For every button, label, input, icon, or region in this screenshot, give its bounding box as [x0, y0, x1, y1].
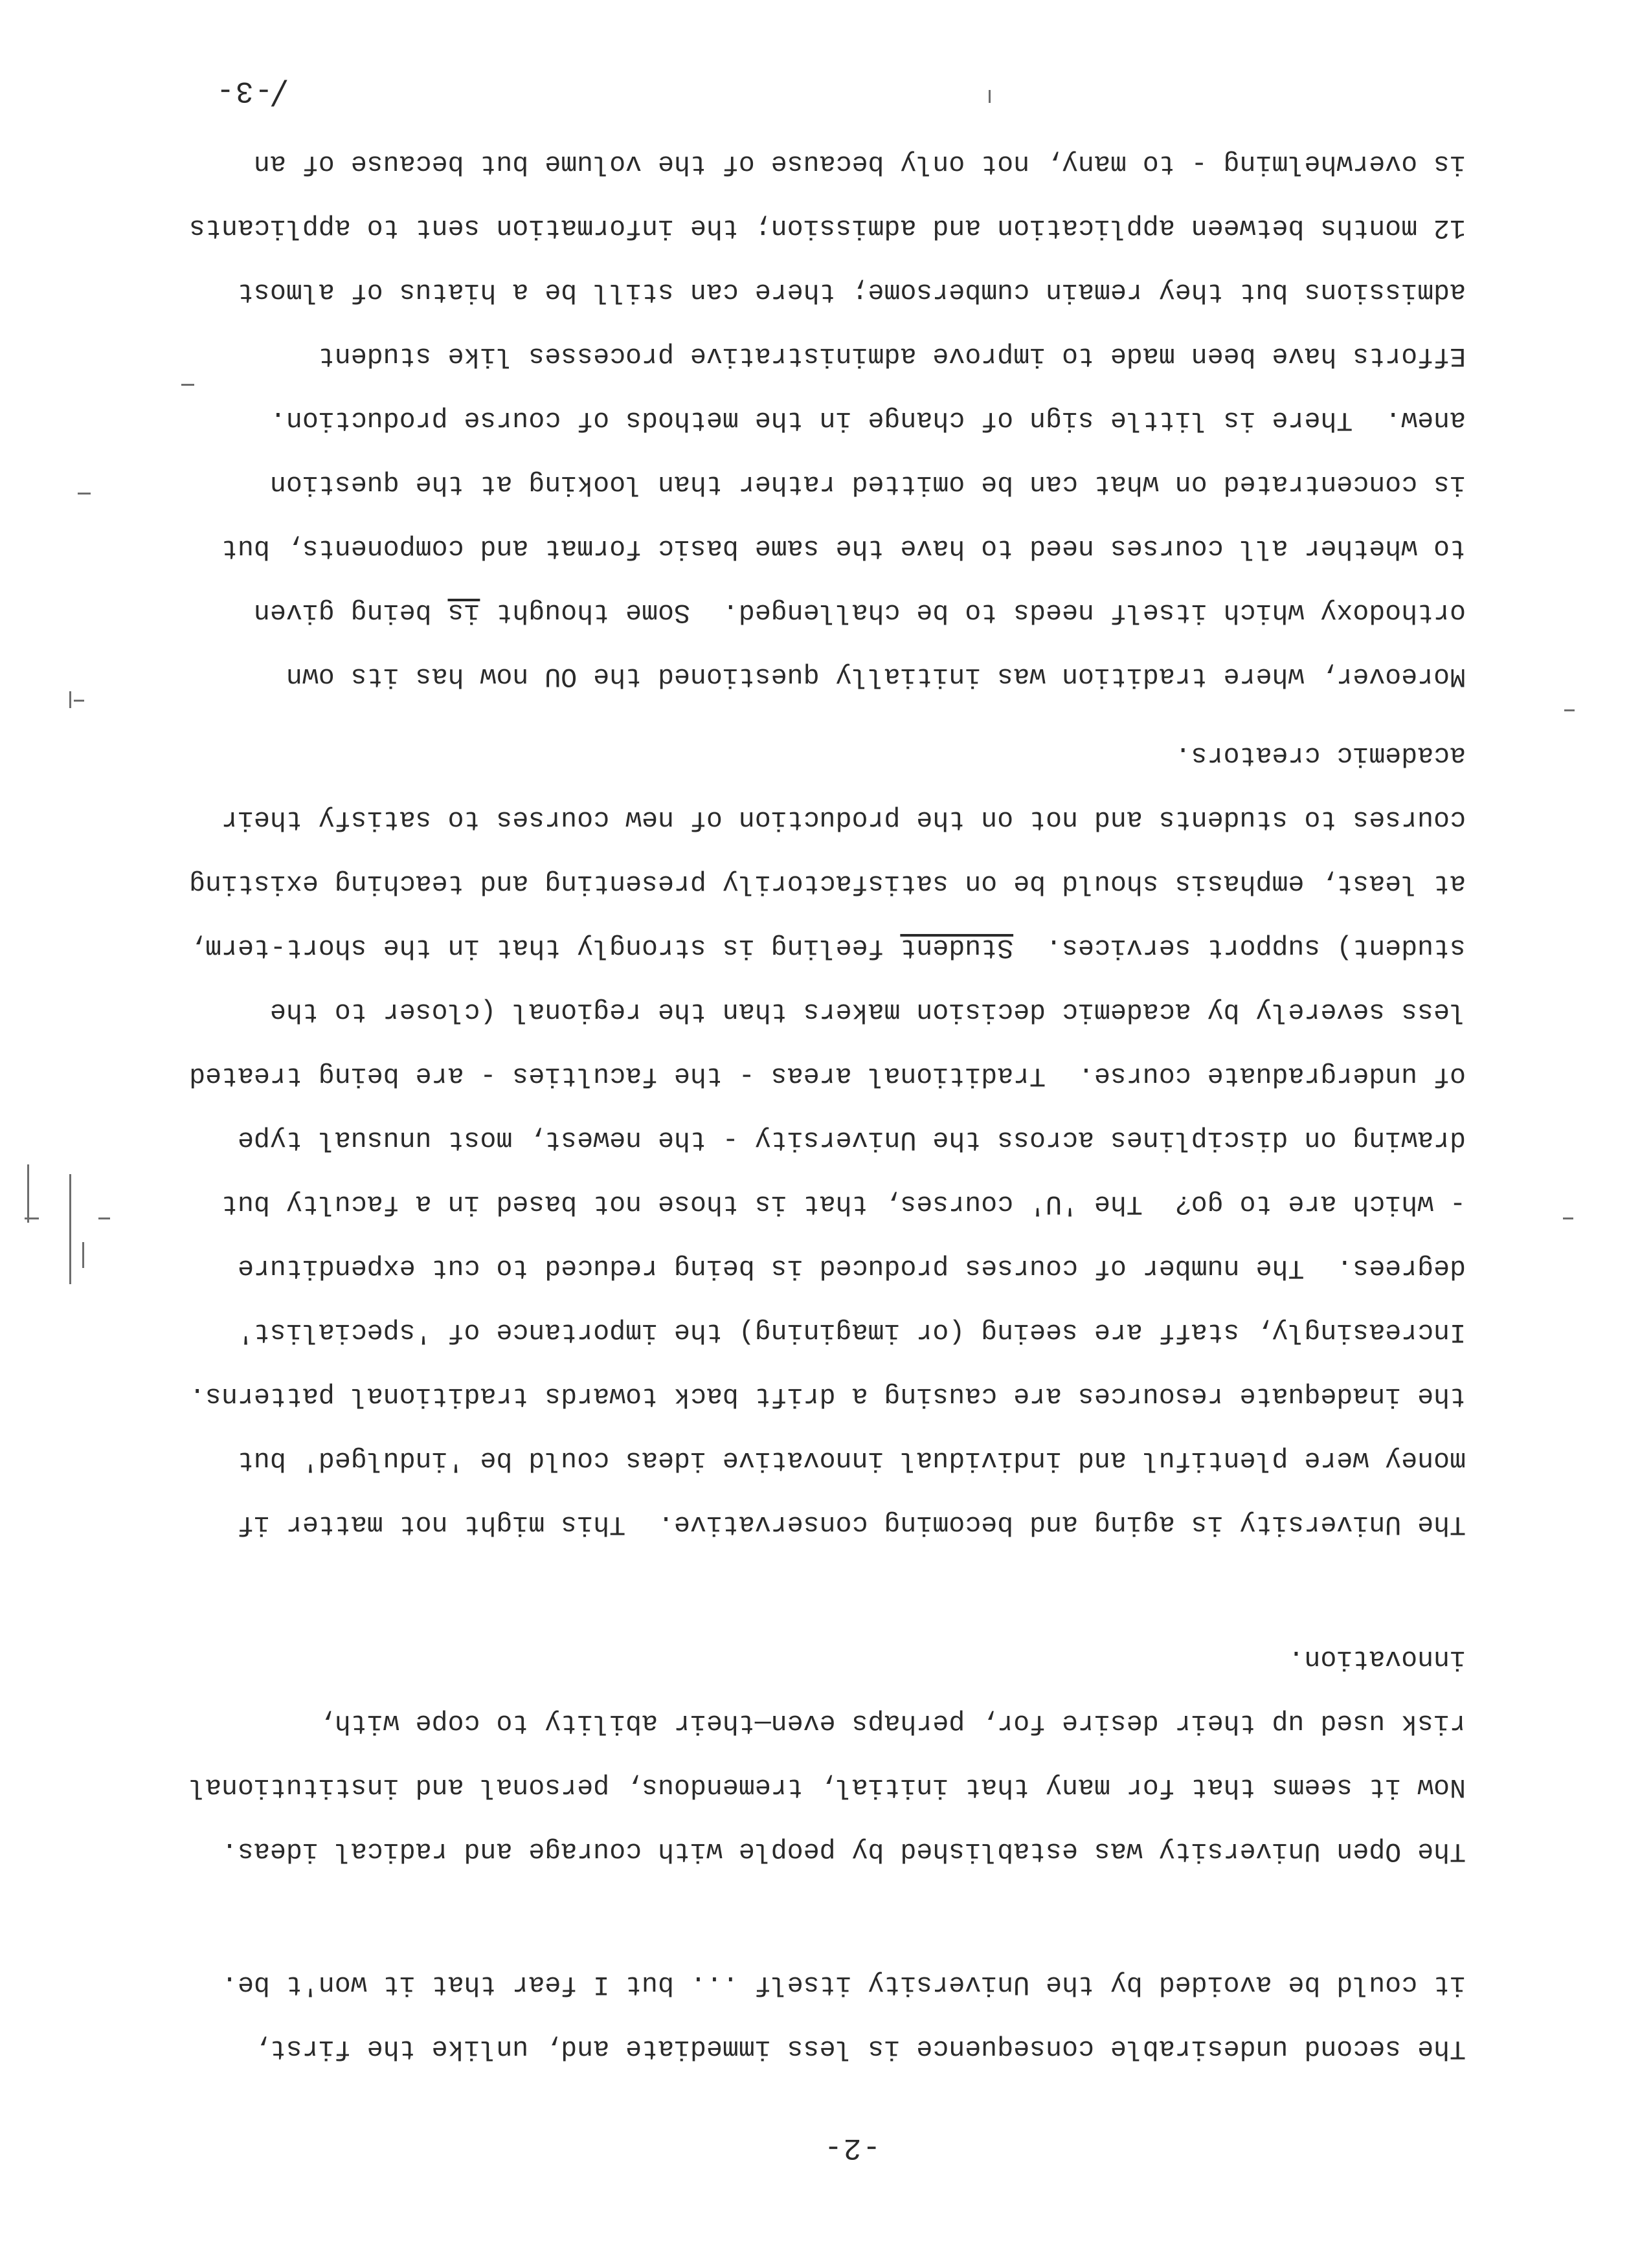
text-line: [74, 915, 1466, 979]
line-text: the inadequate resources are causing a drift back towards traditional patterns.: [189, 1381, 1466, 1411]
line-text: risk used up their desire for, perhaps even—their ability to cope with,: [318, 1707, 1466, 1738]
line-text: is concentrated on what can be omitted rather than looking at the question: [269, 469, 1466, 499]
underlined-text: is: [447, 597, 480, 627]
text-line: [74, 1300, 1466, 1364]
margin-mark: [78, 493, 91, 495]
text-line: [74, 580, 1466, 644]
text-line: [74, 1236, 1466, 1300]
underlined-text: Student: [900, 932, 1014, 962]
line-text: less severely by academic decision makers than the regional (closer to the: [269, 996, 1466, 1027]
line-text: orthodoxy which itself needs to be challenged. Some thought: [480, 597, 1466, 627]
text-line: [74, 1043, 1466, 1107]
text-line: [74, 851, 1466, 915]
line-text: is overwhelming - to many, not only because of the volume but because of an: [253, 148, 1466, 179]
line-text: 12 months between application and admission; the information sent to applicants: [189, 212, 1466, 243]
text-line: [74, 1172, 1466, 1236]
text-line: [74, 787, 1466, 851]
text-line: [74, 1492, 1466, 1556]
line-text: it could be avoided by the University itself ... but I fear that it won't be.: [221, 1969, 1466, 1999]
paragraph-orthodoxy: [74, 131, 1466, 708]
line-text: at least, emphasis should be on satisfactorily presenting and teaching existing: [189, 868, 1466, 898]
line-text: Now it seems that for many that initial, tremendous, personal and institutional: [189, 1772, 1466, 1802]
text-line: [74, 1364, 1466, 1428]
text-line: [74, 1107, 1466, 1172]
text-line: [74, 1819, 1466, 1883]
text-line: [74, 1952, 1466, 2016]
line-text: degrees. The number of courses produced is being reduced to cut expenditure: [238, 1252, 1466, 1283]
text-line: [74, 2016, 1466, 2080]
text-line: [74, 388, 1466, 452]
text-line: [74, 723, 1466, 787]
line-text: admissions but they remain cumbersome; there can still be a hiatus of almost: [238, 276, 1466, 307]
margin-mark: [181, 384, 194, 386]
paragraph-open-university: [74, 1627, 1466, 1883]
margin-mark: [98, 1217, 110, 1219]
text-line: [74, 1755, 1466, 1819]
margin-mark: [69, 691, 71, 708]
line-text: drawing on disciplines across the University - the newest, most unusual type: [238, 1124, 1466, 1155]
text-line: [74, 1627, 1466, 1691]
text-line: [74, 1691, 1466, 1755]
text-line: [74, 1428, 1466, 1492]
margin-mark: [82, 1242, 84, 1268]
line-text: being given: [253, 597, 448, 627]
line-text: The University is aging and becoming conservative. This might not matter if: [238, 1509, 1466, 1539]
text-line: [74, 516, 1466, 580]
margin-mark: [1563, 1217, 1573, 1219]
line-text: money were plentiful and individual innovative ideas could be 'indulged' but: [238, 1445, 1466, 1475]
line-text: anew. There is little sign of change in the methods of course production.: [269, 405, 1466, 435]
text-line: [74, 644, 1466, 708]
line-text: The second undesirable consequence is less immediate and, unlike the first,: [253, 2033, 1466, 2063]
line-text: courses to students and not on the production of new courses to satisfy their: [221, 804, 1466, 834]
line-text: to whether all courses need to have the same basic format and components, but: [221, 533, 1466, 563]
text-line: [74, 260, 1466, 324]
text-line: [74, 131, 1466, 195]
margin-mark: [74, 700, 84, 702]
page-number-bottom: -2-: [823, 2131, 881, 2164]
line-text: of undergraduate course. Traditional areas - the faculties - are being treated: [189, 1060, 1466, 1091]
paragraph-aging-university: [74, 723, 1466, 1556]
line-text: student) support services.: [1013, 932, 1466, 962]
line-text: Moreover, where tradition was initially questioned the OU now has its own: [286, 661, 1466, 691]
page-number-top: [215, 74, 285, 113]
text-line: [74, 195, 1466, 260]
text-line: [74, 324, 1466, 388]
text-line: [74, 452, 1466, 516]
line-text: - which are to go? The 'U' courses, that is those not based in a faculty but: [221, 1188, 1466, 1219]
line-text: academic creators.: [1174, 740, 1466, 770]
margin-mark: [1564, 709, 1575, 711]
line-text: The Open University was established by people with courage and radical ideas.: [221, 1836, 1466, 1866]
line-text: Efforts have been made to improve administrative processes like student: [318, 340, 1466, 371]
paragraph-consequence: [74, 1952, 1466, 2080]
line-text: feeling is strongly that in the short-term,: [189, 932, 901, 962]
margin-mark: [989, 90, 991, 103]
text-line: [74, 979, 1466, 1043]
page-number-top-mark: /: [273, 75, 285, 113]
line-text: Increasingly, staff are seeing (or imagining) the importance of 'specialist': [238, 1317, 1466, 1347]
page-number-top-text: -3-: [215, 74, 273, 107]
margin-mark: [27, 1164, 29, 1223]
margin-mark: [69, 1174, 71, 1284]
line-text: innovation.: [1288, 1643, 1466, 1674]
